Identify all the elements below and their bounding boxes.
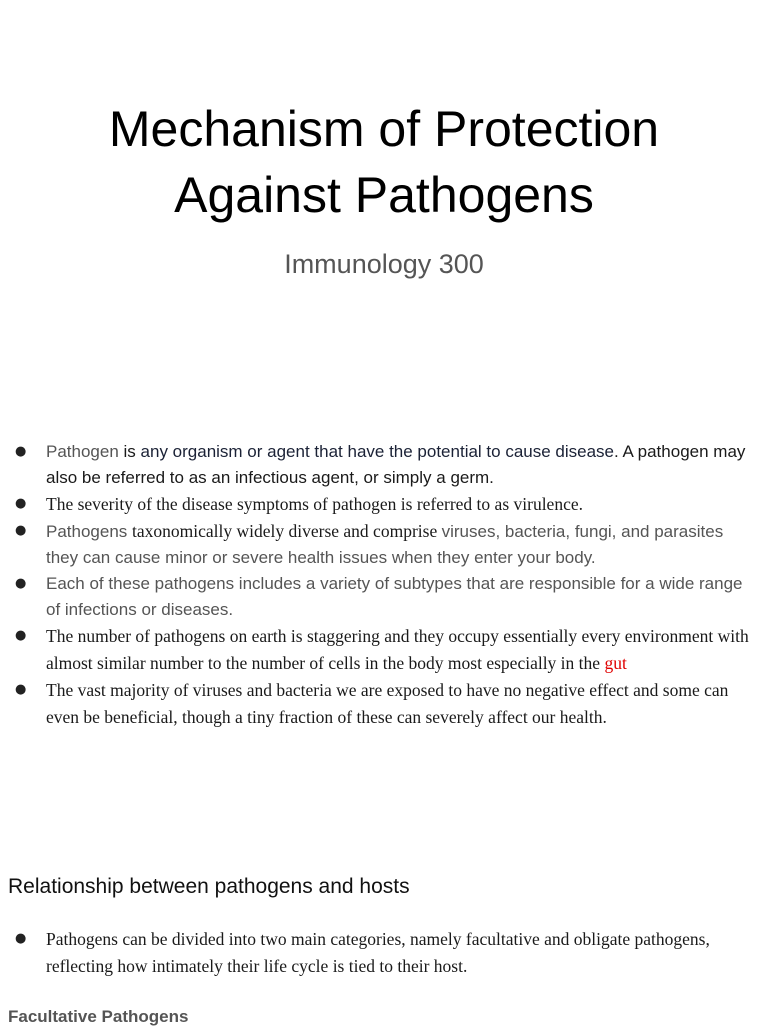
bullet-dot-icon: ●	[15, 628, 27, 643]
bullet-dot-icon: ●	[15, 682, 27, 697]
categories-text: Pathogens can be divided into two main categories, namely facultative and obligate pathogens, reflecting how intimately their life cycle is tied to their host.	[46, 929, 710, 976]
bullet-dot-icon: ●	[15, 496, 27, 511]
slide-title	[0, 96, 768, 228]
slide-title-line2: Against Pathogens	[174, 167, 594, 223]
list-item	[0, 677, 768, 731]
bullet-dot-icon: ●	[15, 523, 27, 538]
majority-text: The vast majority of viruses and bacteria we are exposed to have no negative effect and some can even be beneficial, though a tiny fraction of these can severely affect our health.	[46, 680, 729, 727]
bullet-dot-icon: ●	[15, 444, 27, 459]
connector-text: is	[118, 442, 141, 461]
pathogen-definition: any organism or agent that have the potential to cause disease	[140, 442, 615, 461]
list-item	[0, 926, 768, 980]
list-item	[0, 571, 768, 623]
virulence-text: The severity of the disease symptoms of pathogen is referred to as virulence.	[46, 494, 583, 514]
intro-bullet-list	[0, 439, 768, 731]
gut-highlight: gut	[604, 653, 627, 673]
pathogen-number-text: The number of pathogens on earth is staggering and they occupy essentially every environment with almost similar number to the number of cells in the body most especially in the	[46, 626, 749, 673]
relationship-bullet-list	[0, 926, 768, 980]
facultative-heading: Facultative Pathogens	[8, 1007, 189, 1026]
slide-subtitle: Immunology 300	[284, 249, 484, 279]
bullet-dot-icon: ●	[15, 931, 27, 946]
slide-title-line1: Mechanism of Protection	[108, 101, 660, 157]
pathogen-definition-rest: . A pathogen may also be referred to as an infectious agent, or simply a germ.	[46, 442, 746, 487]
bullet-dot-icon: ●	[15, 576, 27, 591]
subtypes-text: Each of these pathogens includes a variety of subtypes that are responsible for a wide range of infections or diseases.	[46, 574, 743, 619]
list-item	[0, 491, 768, 518]
list-item	[0, 518, 768, 571]
diversity-text: taxonomically widely diverse and comprise	[132, 521, 442, 541]
pathogen-term: Pathogen	[46, 442, 119, 461]
list-item	[0, 623, 768, 677]
list-item	[0, 439, 768, 491]
section-heading: Relationship between pathogens and hosts	[8, 875, 410, 898]
diversity-text-rest: viruses, bacteria, fungi, and parasites they can cause minor or severe health issues when they enter your body.	[46, 522, 724, 567]
pathogens-term: Pathogens	[46, 522, 133, 541]
